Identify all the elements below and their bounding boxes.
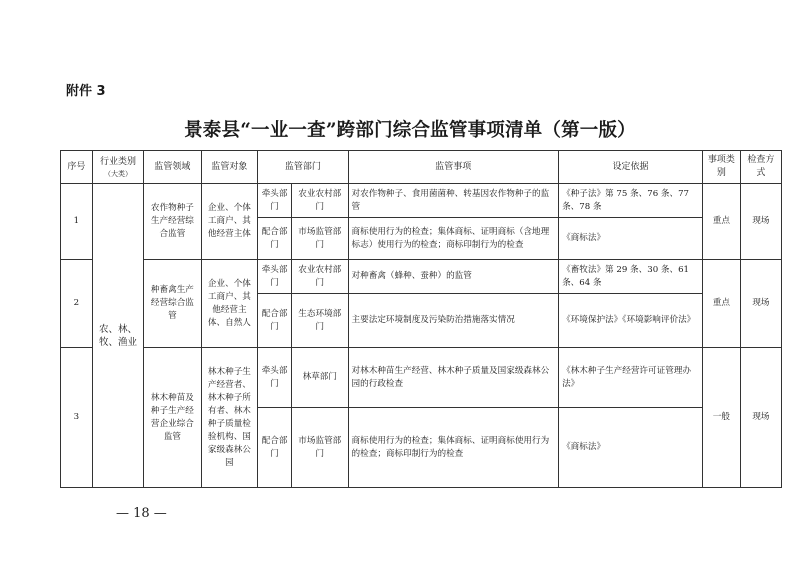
header-matter: 监管事项 <box>348 151 559 184</box>
dept-cell: 生态环境部门 <box>292 294 349 348</box>
method-cell: 现场 <box>740 260 781 348</box>
role-cell: 牵头部门 <box>258 260 292 294</box>
header-industry <box>92 151 143 184</box>
seq-cell: 2 <box>61 260 93 348</box>
industry-cell: 农、林、牧、渔业 <box>92 184 143 488</box>
dept-cell: 市场监管部门 <box>292 408 349 488</box>
seq-cell: 1 <box>61 184 93 260</box>
role-cell: 牵头部门 <box>258 184 292 218</box>
object-cell: 林木种子生产经营者、林木种子所有者、林木种子质量检验机构、国家级森林公园 <box>201 348 257 488</box>
header-basis: 设定依据 <box>559 151 703 184</box>
header-object: 监管对象 <box>201 151 257 184</box>
page-number: — 18 — <box>116 506 167 521</box>
role-cell: 配合部门 <box>258 408 292 488</box>
header-domain: 监管领域 <box>144 151 202 184</box>
matter-cell: 商标使用行为的检查；集体商标、证明商标（含地理标志）使用行为的检查；商标印制行为的检查 <box>348 218 559 260</box>
basis-cell: 《种子法》第 75 条、76 条、77 条、78 条 <box>559 184 703 218</box>
role-cell: 牵头部门 <box>258 348 292 408</box>
domain-cell: 种畜禽生产经营综合监管 <box>144 260 202 348</box>
header-row <box>61 151 782 184</box>
category-cell: 重点 <box>702 184 740 260</box>
basis-cell: 《畜牧法》第 29 条、30 条、61 条、64 条 <box>559 260 703 294</box>
matter-cell: 对种畜禽（蜂种、蚕种）的监管 <box>348 260 559 294</box>
matter-cell: 对林木种苗生产经营、林木种子质量及国家级森林公园的行政检查 <box>348 348 559 408</box>
basis-cell: 《林木种子生产经营许可证管理办法》 <box>559 348 703 408</box>
dept-cell: 市场监管部门 <box>292 218 349 260</box>
table-row <box>61 184 782 218</box>
header-method: 检查方式 <box>740 151 781 184</box>
table-row <box>61 260 782 294</box>
dept-cell: 农业农村部门 <box>292 184 349 218</box>
table-row <box>61 348 782 408</box>
header-industry-sub: （大类） <box>104 169 132 178</box>
basis-cell: 《商标法》 <box>559 408 703 488</box>
matter-cell: 商标使用行为的检查；集体商标、证明商标使用行为的检查；商标印制行为的检查 <box>348 408 559 488</box>
regulation-table <box>60 150 782 488</box>
basis-cell: 《环境保护法》《环境影响评价法》 <box>559 294 703 348</box>
document-title: 景泰县“一业一查”跨部门综合监管事项清单（第一版） <box>184 120 636 141</box>
header-industry-text: 行业类别 <box>99 156 136 167</box>
role-cell: 配合部门 <box>258 294 292 348</box>
header-dept: 监管部门 <box>258 151 348 184</box>
object-cell: 企业、个体工商户、其他经营主体 <box>201 184 257 260</box>
matter-cell: 主要法定环境制度及污染防治措施落实情况 <box>348 294 559 348</box>
basis-cell: 《商标法》 <box>559 218 703 260</box>
category-cell: 一般 <box>702 348 740 488</box>
domain-cell: 林木种苗及种子生产经营企业综合监管 <box>144 348 202 488</box>
object-cell: 企业、个体工商户、其他经营主体、自然人 <box>201 260 257 348</box>
dept-cell: 农业农村部门 <box>292 260 349 294</box>
header-category: 事项类别 <box>702 151 740 184</box>
role-cell: 配合部门 <box>258 218 292 260</box>
domain-cell: 农作物种子生产经营综合监管 <box>144 184 202 260</box>
dept-cell: 林草部门 <box>292 348 349 408</box>
method-cell: 现场 <box>740 348 781 488</box>
method-cell: 现场 <box>740 184 781 260</box>
attachment-label: 附件 3 <box>66 84 106 99</box>
matter-cell: 对农作物种子、食用菌菌种、转基因农作物种子的监管 <box>348 184 559 218</box>
seq-cell: 3 <box>61 348 93 488</box>
header-seq: 序号 <box>61 151 93 184</box>
category-cell: 重点 <box>702 260 740 348</box>
